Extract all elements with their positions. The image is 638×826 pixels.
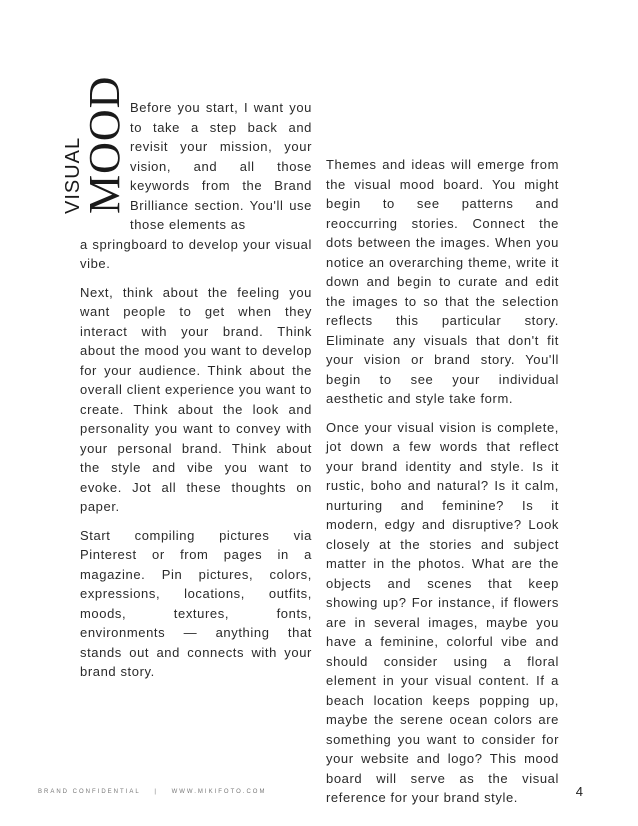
footer	[38, 789, 276, 795]
intro-indented	[80, 98, 312, 235]
page-number: 4	[575, 784, 583, 799]
intro-paragraph-part1: Before you start, I want you to take a step back and revisit your mission, your vision, and all those keywords from the Brand Brilliance section. You'll use those elements as	[130, 100, 312, 232]
vision-paragraph: Once your visual vision is complete, jot down a few words that reflect your brand identity and style. Is it rustic, boho and natural? Is it calm, nurturing and feminine? Is it modern, edgy and disruptive? Look closely at the stories and subject matter in the photos. What are the objects and scenes that keep showing up? For instance, if flowers are in several images, maybe you have a feminine, colorful vibe and should consider using a floral element in your visual content. If a beach location keeps popping up, maybe the serene ocean colors are something you want to consider for your website and logo? This mood board will serve as the visual reference for your brand style.	[326, 419, 559, 805]
footer-confidential: BRAND CONFIDENTIAL	[38, 789, 141, 795]
title-mood: MOOD	[80, 75, 129, 214]
footer-url: WWW.MIKIFOTO.COM	[171, 789, 267, 795]
footer-separator: |	[154, 789, 158, 795]
themes-paragraph: Themes and ideas will emerge from the visual mood board. You might begin to see patterns and reoccurring stories. Connect the dots between the images. When you notice an overarching theme, write it down and begin to curate and edit the images to so that the selection reflects this particular story. Eliminate any visuals that don't fit your vision or brand story. You'll begin to see your individual aesthetic and style take form.	[326, 157, 559, 406]
left-column	[80, 98, 312, 691]
right-column	[326, 155, 559, 817]
pinterest-paragraph: Start compiling pictures via Pinterest or from pages in a magazine. Pin pictures, colors, expressions, locations, outfits, moods, textures, fonts, environments — anything that stands out and connects with your brand story.	[80, 527, 312, 679]
title-visual: VISUAL	[62, 136, 84, 214]
feeling-paragraph: Next, think about the feeling you want people to get when they interact with your brand. Think about the mood you want to develop for your audience. Think about the overall client experience you want to create. Think about the look and personality you want to convey with your personal brand. Think about the style and vibe you want to evoke. Jot all these thoughts on paper.	[80, 284, 312, 514]
intro-paragraph-part2: a springboard to develop your visual vibe.	[80, 236, 312, 271]
